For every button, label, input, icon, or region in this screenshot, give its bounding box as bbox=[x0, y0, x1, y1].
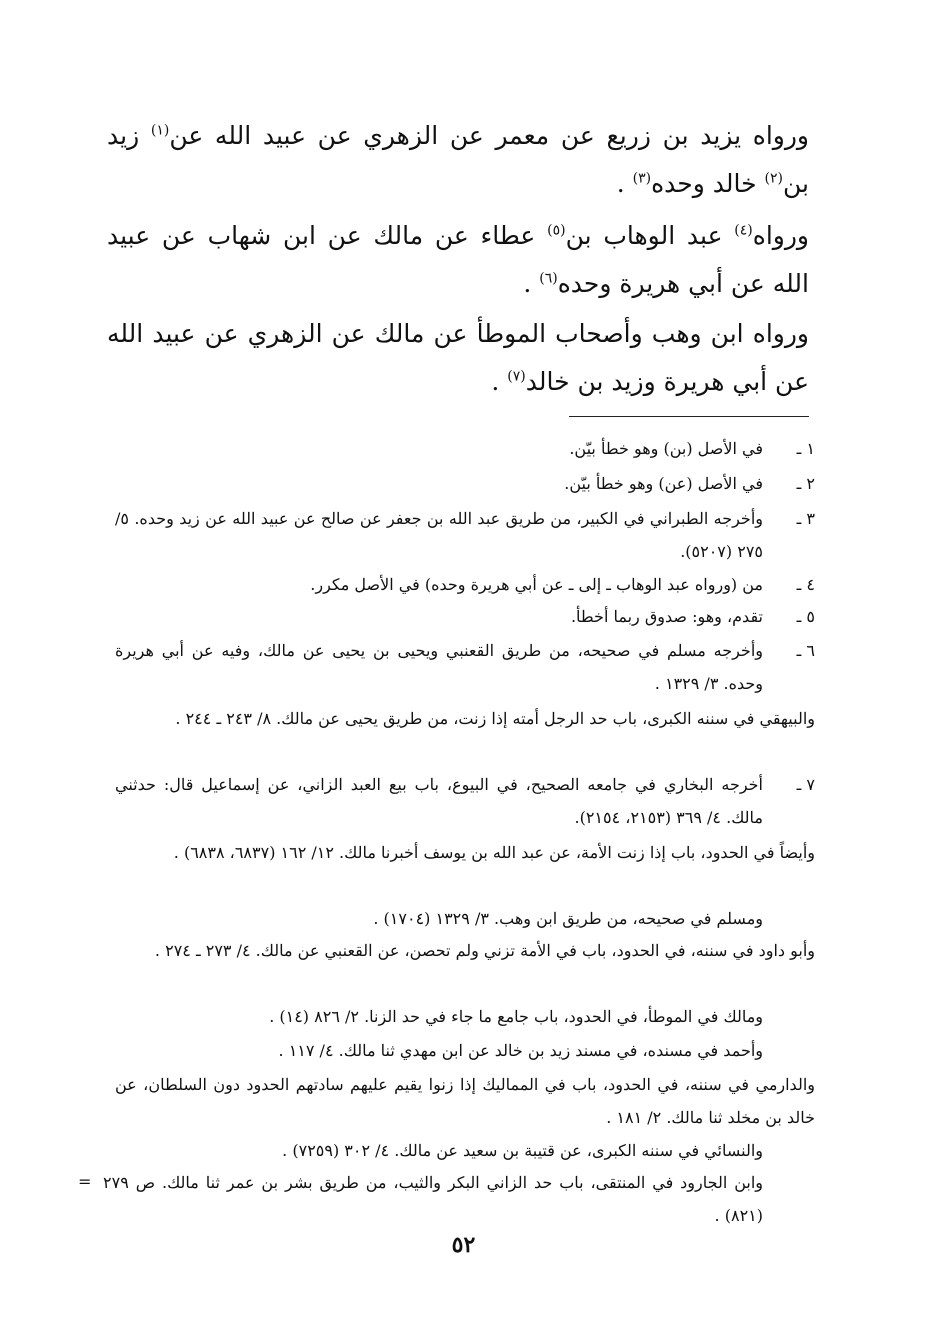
footnote-sub-entry: وابن الجارود في المنتقى، باب حد الزاني البكر والثيب، من طريق بشر بن عمر ثنا مالك. ص ٢٧٩ (٨٢١) . bbox=[103, 1173, 764, 1225]
continuation-mark: = bbox=[78, 1172, 92, 1191]
paragraph-text: زيد بن bbox=[107, 121, 809, 198]
footnote-6 bbox=[115, 634, 815, 700]
footnote-sub-entry: وأبو داود في سننه، في الحدود، باب في الأمة تزني ولم تحصن، عن القعنبي عن مالك. ٤/ ٢٧٣ ـ ٢٧٤ . bbox=[154, 941, 815, 960]
footnote-3 bbox=[115, 502, 815, 568]
footnote-sub-entry: والبيهقي في سننه الكبرى، باب حد الرجل أمته إذا زنت، من طريق يحيى عن مالك. ٨/ ٢٤٣ ـ ٢٤٤ . bbox=[175, 709, 815, 728]
footnote-text: وأخرجه الطبراني في الكبير، من طريق عبد الله بن جعفر عن صالح عن عبيد الله عن زيد وحده. ٥/ ٢٧٥ (٥٢٠٧). bbox=[115, 509, 763, 561]
paragraph-text: ورواه يزيد بن زريع عن معمر عن الزهري عن عبيد الله عن bbox=[169, 121, 810, 150]
main-paragraph-3 bbox=[107, 310, 809, 406]
footnote-text: أخرجه البخاري في جامعه الصحيح، في البيوع، باب بيع العبد الزاني، عن إسماعيل قال: حدثني مالك. ٤/ ٣٦٩ (٢١٥٣، ٢١٥٤). bbox=[115, 775, 763, 827]
footnote-ref-7[interactable]: (٧) bbox=[507, 368, 526, 385]
footnote-1 bbox=[115, 432, 815, 465]
footnote-ref-6[interactable]: (٦) bbox=[539, 270, 558, 287]
page-number: ٥٢ bbox=[451, 1232, 476, 1258]
footnote-text: في الأصل (بن) وهو خطأ بيّن. bbox=[569, 439, 763, 458]
footnote-2 bbox=[115, 467, 815, 500]
footnote-ref-3[interactable]: (٣) bbox=[632, 170, 652, 187]
footnote-text: في الأصل (عن) وهو خطأ بيّن. bbox=[564, 474, 763, 493]
footnote-4 bbox=[115, 568, 815, 601]
paragraph-text: . bbox=[491, 367, 508, 396]
footnote-number: ٧ ـ bbox=[796, 775, 815, 794]
footnote-5 bbox=[115, 600, 815, 633]
footnote-ref-5[interactable]: (٥) bbox=[547, 222, 566, 239]
footnote-text: تقدم، وهو: صدوق ربما أخطأ. bbox=[570, 607, 763, 626]
footnote-separator bbox=[569, 416, 809, 417]
footnote-sub-entry: وأحمد في مسنده، في مسند زيد بن خالد عن ابن مهدي ثنا مالك. ٤/ ١١٧ . bbox=[278, 1041, 763, 1060]
paragraph-text: خالد وحده bbox=[651, 169, 765, 198]
footnote-text: من (ورواه عبد الوهاب ـ إلى ـ عن أبي هريرة وحده) في الأصل مكرر. bbox=[310, 575, 763, 594]
paragraph-text: ورواه ابن وهب وأصحاب الموطأ عن مالك عن الزهري عن عبيد الله عن أبي هريرة وزيد بن خالد bbox=[107, 319, 809, 396]
footnote-sub-entry: والنسائي في سننه الكبرى، عن قتيبة بن سعيد عن مالك. ٤/ ٣٠٢ (٧٢٥٩) . bbox=[282, 1141, 763, 1160]
paragraph-text: ورواه bbox=[752, 221, 809, 250]
main-paragraph-2 bbox=[107, 212, 809, 308]
footnote-ref-1[interactable]: (١) bbox=[150, 122, 170, 139]
footnote-number: ٣ ـ bbox=[796, 509, 815, 528]
main-paragraph-1 bbox=[107, 112, 809, 208]
footnote-7 bbox=[115, 768, 815, 834]
footnote-ref-2[interactable]: (٢) bbox=[764, 170, 783, 187]
paragraph-text: . bbox=[523, 269, 540, 298]
paragraph-text: . bbox=[616, 169, 633, 198]
footnote-sub-entry: والدارمي في سننه، في الحدود، باب في المماليك إذا زنوا يقيم عليهم سادتهم الحدود دون السلطان، عن خالد بن مخلد ثنا مالك. ٢/ ١٨١ . bbox=[115, 1075, 815, 1127]
paragraph-text: عطاء عن مالك عن ابن شهاب عن عبيد الله عن أبي هريرة وحده bbox=[107, 221, 809, 298]
footnote-number: ٥ ـ bbox=[796, 607, 815, 626]
footnote-number: ٤ ـ bbox=[796, 575, 815, 594]
footnote-number: ٦ ـ bbox=[796, 641, 815, 660]
footnote-ref-4[interactable]: (٤) bbox=[734, 222, 753, 239]
paragraph-text: عبد الوهاب بن bbox=[565, 221, 735, 250]
footnote-sub-entry: وأيضاً في الحدود، باب إذا زنت الأمة، عن عبد الله بن يوسف أخبرنا مالك. ١٢/ ١٦٢ (٦٨٣٧، ٦٨٣٨) . bbox=[173, 843, 815, 862]
footnote-number: ١ ـ bbox=[796, 439, 815, 458]
footnote-number: ٢ ـ bbox=[796, 474, 815, 493]
footnote-sub-entry: ومالك في الموطأ، في الحدود، باب جامع ما جاء في حد الزنا. ٢/ ٨٢٦ (١٤) . bbox=[269, 1007, 763, 1026]
footnote-sub-entry: ومسلم في صحيحه، من طريق ابن وهب. ٣/ ١٣٢٩ (١٧٠٤) . bbox=[373, 909, 763, 928]
footnote-text: وأخرجه مسلم في صحيحه، من طريق القعنبي ويحيى بن يحيى عن مالك، وفيه عن أبي هريرة وحده. ٣/ ١٣٢٩ . bbox=[115, 641, 763, 693]
